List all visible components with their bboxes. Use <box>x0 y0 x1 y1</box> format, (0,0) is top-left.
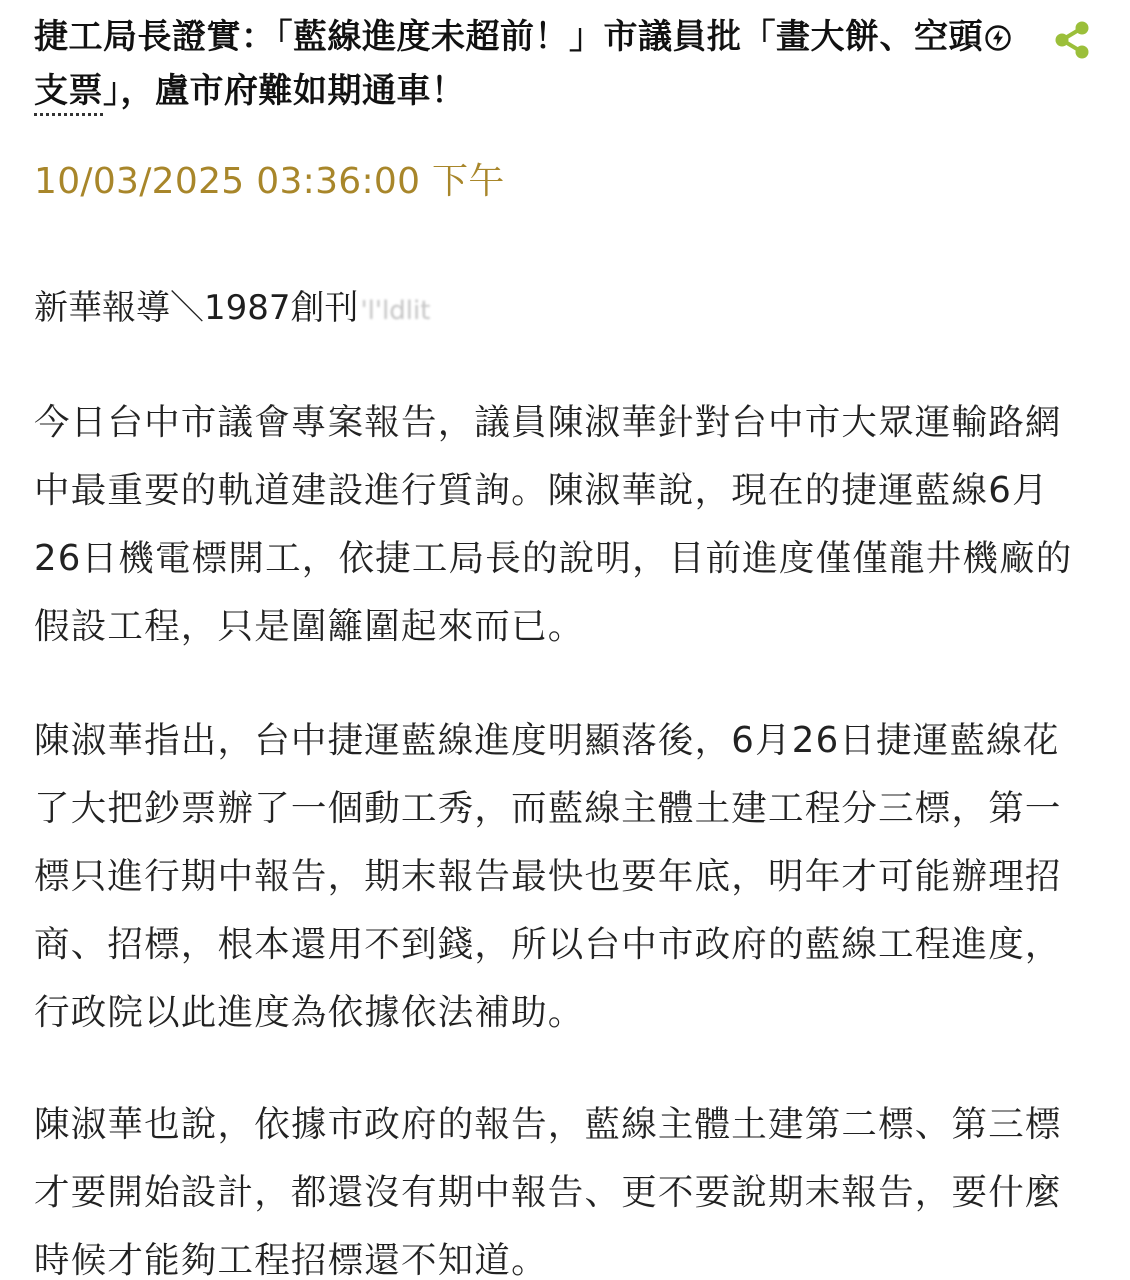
article-headline <box>34 10 1024 118</box>
share-icon[interactable] <box>1050 18 1094 62</box>
article-paragraph-2: 陳淑華指出，台中捷運藍線進度明顯落後，6月26日捷運藍線花了大把鈔票辦了一個動工秀，而藍線主體土建工程分三標，第一標只進行期中報告，期末報告最快也要年底，明年才可能辦理招商、招標，根本還用不到錢，所以台中市政府的藍線工程進度，行政院以此進度為依據依法補助。 <box>34 720 1062 1033</box>
article-paragraph-3: 陳淑華也說，依據市政府的報告，藍線主體土建第二標、第三標才要開始設計，都還沒有期中報告、更不要說期末報告，要什麼時候才能夠工程招標還不知道。 <box>34 1104 1062 1280</box>
headline-part-1: 捷工局長證實：「藍線進度未超前！」市議員批「畫大餅、空頭 <box>34 17 983 57</box>
source-faded-text: 'l'ldlit <box>360 296 431 326</box>
article-paragraph-1: 今日台中市議會專案報告，議員陳淑華針對台中市大眾運輸路網中最重要的軌道建設進行質詢。陳淑華說，現在的捷運藍線6月26日機電標開工，依捷工局長的說明，目前進度僅僅龍井機廠的假設工程，只是圍籬圍起來而已。 <box>34 402 1073 647</box>
source-label: 新華報導＼1987創刊 <box>34 288 359 328</box>
article-source <box>34 286 1096 333</box>
publish-timestamp: 10/03/2025 03:36:00 下午 <box>34 161 505 202</box>
headline-part-2: 」，盧市府難如期通車！ <box>103 71 466 111</box>
title-row <box>34 0 1096 118</box>
flash-icon <box>985 25 1011 51</box>
headline-dotted-term: 支票 <box>34 71 103 116</box>
